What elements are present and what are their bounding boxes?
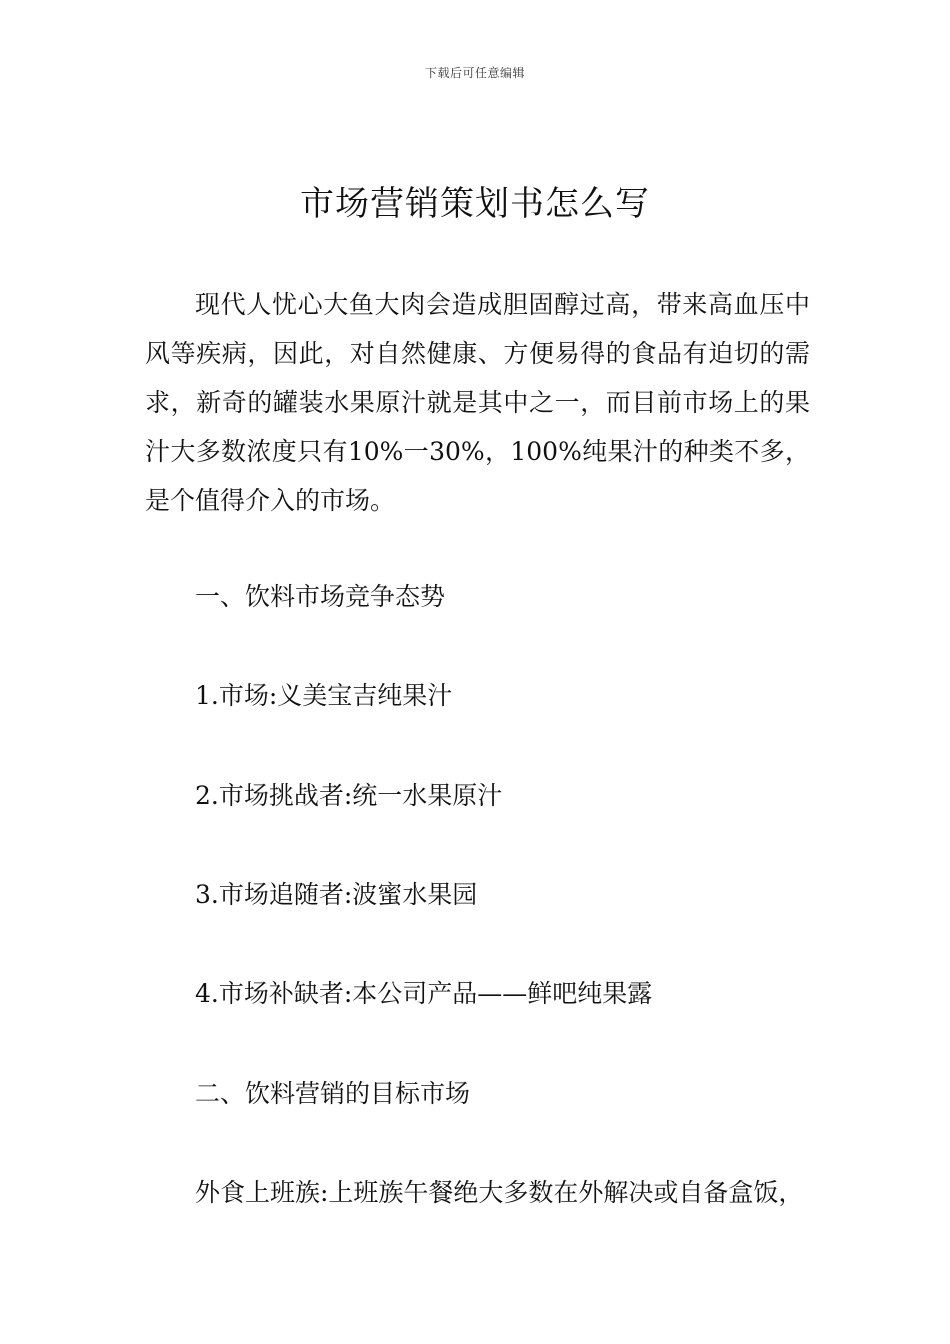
section-heading-target-market: 二、饮料营销的目标市场 bbox=[195, 1079, 471, 1108]
section-heading-competition: 一、饮料市场竞争态势 bbox=[195, 582, 446, 611]
market-item-challenger: 2.市场挑战者:统一水果原汁 bbox=[195, 781, 503, 810]
market-item-leader: 1.市场:义美宝吉纯果汁 bbox=[195, 681, 453, 710]
page-header-note: 下载后可任意编辑 bbox=[424, 66, 525, 80]
document-title: 市场营销策划书怎么写 bbox=[300, 184, 650, 224]
intro-paragraph: 现代人忧心大鱼大肉会造成胆固醇过高，带来高血压中风等疾病，因此，对自然健康、方便易得的食品有迫切的需求，新奇的罐装水果原汁就是其中之一，而目前市场上的果汁大多数浓度只有10%一30%，100%纯果汁的种类不多，是个值得介入的市场。 bbox=[145, 290, 810, 515]
market-item-follower: 3.市场追随者:波蜜水果园 bbox=[195, 880, 478, 909]
market-item-nicher: 4.市场补缺者:本公司产品——鲜吧纯果露 bbox=[195, 979, 653, 1008]
target-market-line: 外食上班族:上班族午餐绝大多数在外解决或自备盒饭， bbox=[195, 1178, 804, 1207]
